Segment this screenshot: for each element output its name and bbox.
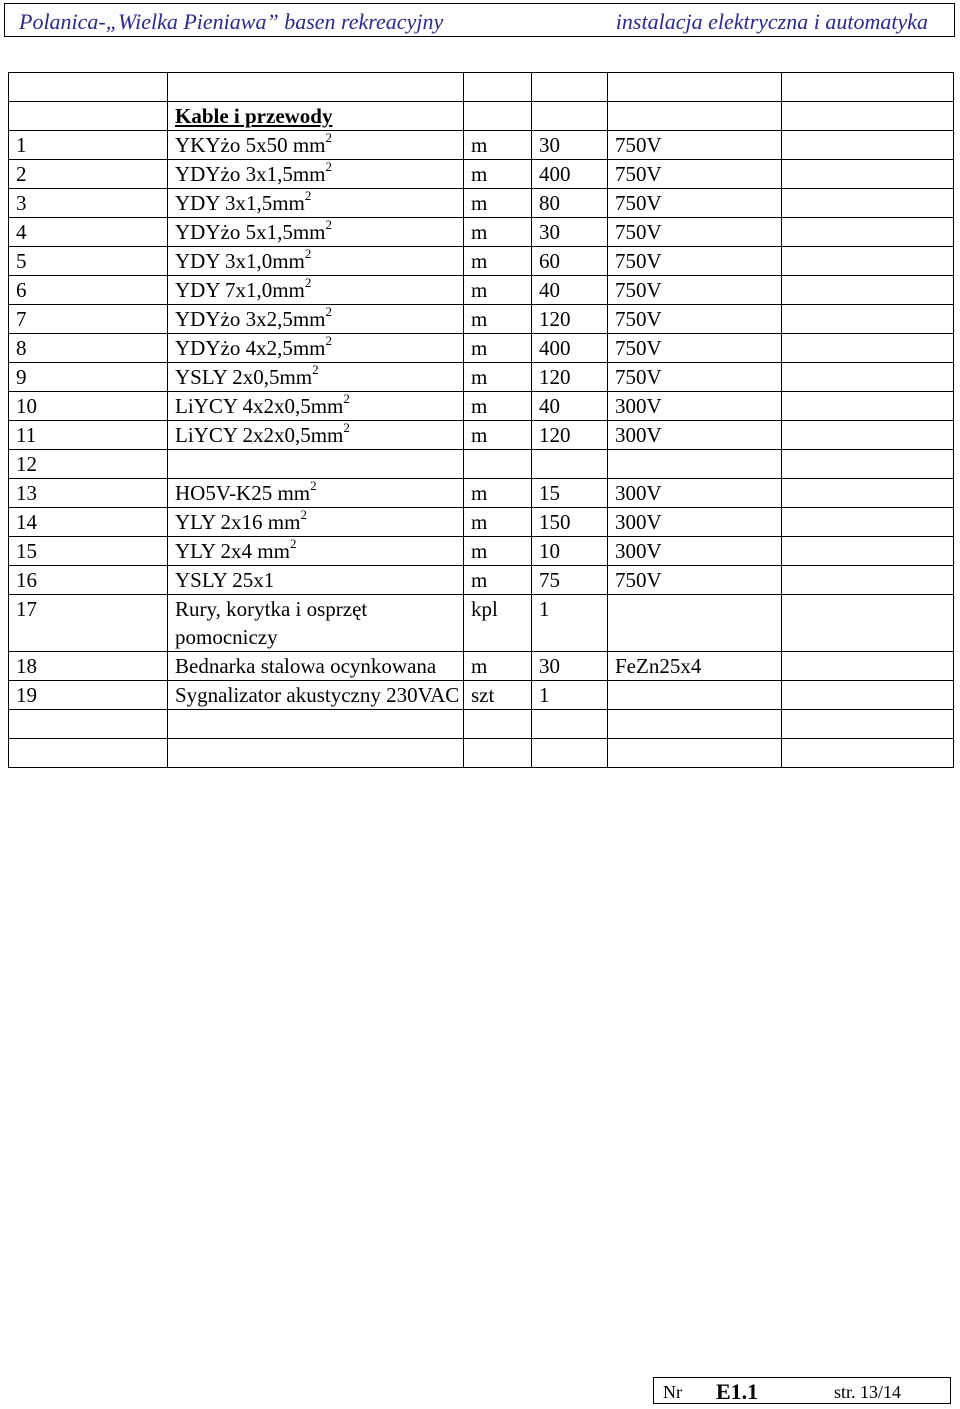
item-spec: 300V [608, 479, 782, 508]
superscript: 2 [325, 159, 332, 174]
row-number: 7 [9, 305, 168, 334]
item-quantity: 120 [532, 305, 608, 334]
superscript: 2 [310, 478, 317, 493]
superscript: 2 [304, 188, 312, 203]
row-number: 14 [9, 508, 168, 537]
row-number: 18 [9, 652, 168, 681]
item-unit: m [464, 218, 532, 247]
item-name: YDYżo $3x2,5mm^2$ [168, 305, 464, 334]
item-quantity: 120 [532, 363, 608, 392]
item-unit: m [464, 537, 532, 566]
table-row [9, 305, 954, 334]
item-name: YDY $7x1,0mm^2$ [168, 276, 464, 305]
item-quantity: 30 [532, 131, 608, 160]
item-unit: m [464, 305, 532, 334]
row-number: 5 [9, 247, 168, 276]
row-number: 17 [9, 595, 168, 652]
item-spec: 750V [608, 276, 782, 305]
table-row [9, 537, 954, 566]
header-discipline: instalacja elektryczna i automatyka [615, 9, 928, 34]
item-spec [608, 681, 782, 710]
item-name: YKYżo 5x50 $mm^2$ [168, 131, 464, 160]
item-quantity: 150 [532, 508, 608, 537]
page-header [4, 3, 955, 37]
item-spec: 750V [608, 305, 782, 334]
item-name: YDYżo $4x2,5mm^2$ [168, 334, 464, 363]
materials-table [8, 72, 954, 768]
table-row-empty [9, 739, 954, 768]
table-row [9, 160, 954, 189]
item-name: YSLY $2x0,5mm^2$ [168, 363, 464, 392]
table-row [9, 421, 954, 450]
item-quantity: 15 [532, 479, 608, 508]
row-number: 16 [9, 566, 168, 595]
superscript: 2 [300, 507, 307, 522]
row-number: 1 [9, 131, 168, 160]
table-row [9, 131, 954, 160]
row-number: 12 [9, 450, 168, 479]
table-row [9, 189, 954, 218]
item-spec: 750V [608, 131, 782, 160]
item-spec: 750V [608, 566, 782, 595]
row-number: 11 [9, 421, 168, 450]
row-number: 15 [9, 537, 168, 566]
row-number: 4 [9, 218, 168, 247]
item-spec: 300V [608, 537, 782, 566]
table-row [9, 218, 954, 247]
superscript: 2 [312, 362, 319, 377]
table-row [9, 450, 954, 479]
item-spec: 750V [608, 334, 782, 363]
table-row [9, 595, 954, 652]
superscript: 2 [343, 391, 350, 406]
superscript: 2 [325, 130, 332, 145]
item-unit: szt [464, 681, 532, 710]
item-spec: 750V [608, 363, 782, 392]
table-row [9, 479, 954, 508]
item-spec: 750V [608, 160, 782, 189]
table-row [9, 334, 954, 363]
item-name [168, 450, 464, 479]
row-number: 6 [9, 276, 168, 305]
item-quantity: 400 [532, 334, 608, 363]
item-quantity: 75 [532, 566, 608, 595]
item-spec: 300V [608, 392, 782, 421]
item-unit: m [464, 189, 532, 218]
table-row-section-title [9, 102, 954, 131]
table-row-empty [9, 710, 954, 739]
item-unit: m [464, 276, 532, 305]
table-row [9, 508, 954, 537]
item-quantity: 400 [532, 160, 608, 189]
superscript: 2 [325, 333, 332, 348]
row-number: 13 [9, 479, 168, 508]
item-name: YLY 2x4 $mm^2$ [168, 537, 464, 566]
table-row [9, 363, 954, 392]
table-row [9, 247, 954, 276]
item-name: YDY $3x1,0mm^2$ [168, 247, 464, 276]
superscript: 2 [304, 275, 312, 290]
page-footer [653, 1377, 951, 1404]
item-unit: m [464, 421, 532, 450]
item-spec: FeZn25x4 [608, 652, 782, 681]
item-name: Bednarka stalowa ocynkowana [168, 652, 464, 681]
item-quantity: 120 [532, 421, 608, 450]
table-row [9, 392, 954, 421]
item-unit: kpl [464, 595, 532, 652]
item-unit: m [464, 479, 532, 508]
item-quantity: 1 [532, 595, 608, 652]
item-name: Sygnalizator akustyczny 230VAC [168, 681, 464, 710]
item-name: YLY 2x16 $mm^2$ [168, 508, 464, 537]
item-spec: 300V [608, 508, 782, 537]
item-name: YDYżo $5x1,5mm^2$ [168, 218, 464, 247]
row-number: 8 [9, 334, 168, 363]
item-quantity [532, 450, 608, 479]
footer-nr-label: Nr [663, 1382, 682, 1402]
superscript: 2 [304, 246, 312, 261]
item-name: YDYżo $3x1,5mm^2$ [168, 160, 464, 189]
superscript: 2 [325, 304, 332, 319]
row-number: 2 [9, 160, 168, 189]
header-project-title: Polanica-„Wielka Pieniawa” basen rekreacyjny [19, 9, 444, 34]
footer-page-number: str. 13/14 [834, 1382, 902, 1402]
table-row [9, 681, 954, 710]
item-unit: m [464, 508, 532, 537]
superscript: 2 [325, 217, 332, 232]
item-name: Rury, korytka i osprzęt pomocniczy [168, 595, 464, 652]
row-number: 19 [9, 681, 168, 710]
table-row [9, 276, 954, 305]
item-quantity: 1 [532, 681, 608, 710]
item-name: YDY $3x1,5mm^2$ [168, 189, 464, 218]
footer-drawing-code: E1.1 [716, 1379, 759, 1404]
item-spec: 750V [608, 247, 782, 276]
item-spec: 750V [608, 189, 782, 218]
row-number: 3 [9, 189, 168, 218]
item-unit: m [464, 131, 532, 160]
section-title: Kable i przewody [168, 102, 464, 131]
item-unit: m [464, 363, 532, 392]
item-name: HO5V-K25 $mm^2$ [168, 479, 464, 508]
item-name: LiYCY $2x2x0,5mm^2$ [168, 421, 464, 450]
item-unit: m [464, 652, 532, 681]
item-quantity: 10 [532, 537, 608, 566]
superscript: 2 [343, 420, 350, 435]
item-quantity: 40 [532, 276, 608, 305]
item-quantity: 30 [532, 652, 608, 681]
item-spec [608, 595, 782, 652]
table-row [9, 652, 954, 681]
item-quantity: 30 [532, 218, 608, 247]
item-spec [608, 450, 782, 479]
item-name: LiYCY $4x2x0,5mm^2$ [168, 392, 464, 421]
item-spec: 300V [608, 421, 782, 450]
item-unit: m [464, 392, 532, 421]
row-number: 9 [9, 363, 168, 392]
item-name: YSLY 25x1 [168, 566, 464, 595]
item-quantity: 80 [532, 189, 608, 218]
superscript: 2 [289, 536, 297, 551]
row-number: 10 [9, 392, 168, 421]
item-quantity: 60 [532, 247, 608, 276]
item-quantity: 40 [532, 392, 608, 421]
item-unit: m [464, 247, 532, 276]
table-row [9, 566, 954, 595]
item-unit: m [464, 566, 532, 595]
item-unit: m [464, 160, 532, 189]
item-spec: 750V [608, 218, 782, 247]
item-unit [464, 450, 532, 479]
item-unit: m [464, 334, 532, 363]
table-row-empty-top [9, 73, 954, 102]
